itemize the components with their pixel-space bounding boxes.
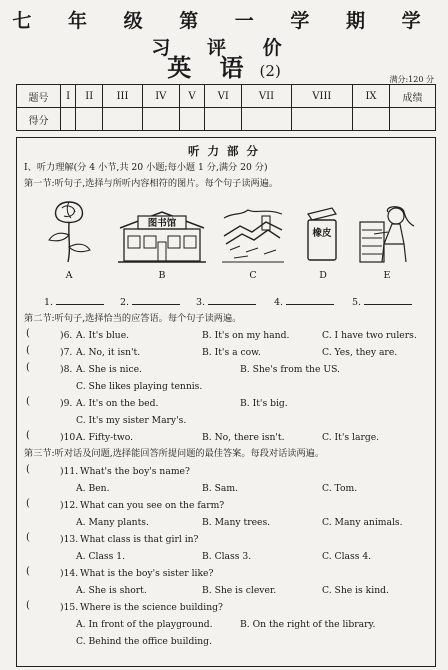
answer-bracket[interactable]: ( [26, 532, 30, 543]
score-entry-cell[interactable] [390, 108, 436, 131]
score-cell: 题号 [17, 85, 61, 108]
option-c: C. Behind the office building. [76, 636, 212, 647]
question-text: Where is the science building? [80, 602, 223, 613]
blank-number: 1. [44, 297, 54, 308]
answer-blank-5[interactable] [352, 296, 412, 308]
option-b: B. Many trees. [202, 517, 271, 528]
part3-title: 第三节:听对话及问题,选择能回答所提问题的最佳答案。每段对话读两遍。 [24, 448, 325, 459]
score-cell: III [103, 85, 142, 108]
picture-label-b: B [158, 270, 166, 281]
question-text: What class is that girl in? [80, 534, 199, 545]
option-c: C. It's my sister Mary's. [76, 415, 187, 426]
option-a: A. No, it isn't. [76, 347, 141, 358]
score-cell: IX [353, 85, 390, 108]
score-entry-cell[interactable] [242, 108, 291, 131]
blank-line[interactable] [132, 296, 180, 305]
score-cell: VIII [291, 85, 352, 108]
question-number: )11. [60, 466, 79, 477]
answer-blank-4[interactable] [274, 296, 334, 308]
library-picture [118, 208, 206, 264]
question-text: What is the boy's sister like? [80, 568, 214, 579]
eraser-picture [304, 206, 340, 262]
score-table [16, 84, 436, 131]
listening-heading: 听 力 部 分 [187, 144, 260, 158]
answer-bracket[interactable]: ( [26, 362, 30, 373]
option-c: C. She likes playing tennis. [76, 381, 203, 392]
option-b: B. No, there isn't. [202, 432, 285, 443]
option-b: B. On the right of the library. [240, 619, 376, 630]
blank-line[interactable] [286, 296, 334, 305]
blank-line[interactable] [56, 296, 104, 305]
exam-title: 七 年 级 第 一 学 期 学 习 评 价 [12, 10, 436, 59]
question-number: )6. [60, 330, 73, 341]
option-a: A. It's on the bed. [76, 398, 159, 409]
picture-label-e: E [383, 270, 391, 281]
question-number: )14. [60, 568, 79, 579]
option-c: C. I have two rulers. [322, 330, 417, 341]
option-c: C. Yes, they are. [322, 347, 398, 358]
answer-blank-1[interactable] [44, 296, 104, 308]
option-b: B. She's from the US. [240, 364, 340, 375]
option-a: A. In front of the playground. [76, 619, 213, 630]
option-b: B. Sam. [202, 483, 238, 494]
blank-number: 4. [274, 297, 284, 308]
blank-number: 5. [352, 297, 362, 308]
score-cell: VII [242, 85, 291, 108]
option-b: B. It's a cow. [202, 347, 261, 358]
blank-line[interactable] [364, 296, 412, 305]
eraser-label: 橡皮 [312, 228, 332, 239]
question-number: )12. [60, 500, 79, 511]
picture-label-a: A [65, 270, 73, 281]
score-entry-cell[interactable] [61, 108, 76, 131]
option-c: C. It's large. [322, 432, 380, 443]
question-text: What's the boy's name? [80, 466, 190, 477]
blank-number: 2. [120, 297, 130, 308]
answer-blank-3[interactable] [196, 296, 256, 308]
full-marks: 满分:120 分 [389, 75, 434, 84]
option-a: A. It's blue. [76, 330, 130, 341]
option-c: C. Class 4. [322, 551, 372, 562]
score-table-score-row [17, 108, 436, 131]
option-b: B. Class 3. [202, 551, 252, 562]
score-entry-cell[interactable] [142, 108, 179, 131]
option-c: C. She is kind. [322, 585, 389, 596]
question-number: )9. [60, 398, 73, 409]
subject-title [0, 48, 448, 83]
rose-picture [44, 198, 94, 264]
score-cell: VI [205, 85, 242, 108]
question-number: )7. [60, 347, 73, 358]
answer-bracket[interactable]: ( [26, 396, 30, 407]
great-wall-picture [222, 206, 284, 264]
score-entry-cell[interactable] [205, 108, 242, 131]
score-entry-cell[interactable] [179, 108, 204, 131]
picture-label-c: C [249, 270, 257, 281]
score-cell: IV [142, 85, 179, 108]
option-b: B. She is clever. [202, 585, 277, 596]
option-b: B. It's on my hand. [202, 330, 290, 341]
blank-line[interactable] [208, 296, 256, 305]
score-cell: I [61, 85, 76, 108]
answer-bracket[interactable]: ( [26, 328, 30, 339]
score-entry-cell[interactable] [103, 108, 142, 131]
question-text: What can you see on the farm? [80, 500, 225, 511]
answer-bracket[interactable]: ( [26, 430, 30, 441]
score-entry-cell[interactable] [291, 108, 352, 131]
option-a: A. Class 1. [76, 551, 126, 562]
score-cell: II [76, 85, 103, 108]
option-b: B. It's big. [240, 398, 288, 409]
part1-title: 第一节:听句子,选择与所听内容相符的图片。每个句子读两遍。 [24, 178, 279, 189]
option-a: A. She is nice. [76, 364, 142, 375]
section-title: I、听力理解(分 4 小节,共 20 小题;每小题 1 分,满分 20 分) [24, 162, 268, 173]
score-entry-cell[interactable] [353, 108, 390, 131]
score-label-cell: 得分 [17, 108, 61, 131]
score-entry-cell[interactable] [76, 108, 103, 131]
score-cell: V [179, 85, 204, 108]
option-c: C. Tom. [322, 483, 358, 494]
option-a: A. Many plants. [76, 517, 149, 528]
answer-bracket[interactable]: ( [26, 464, 30, 475]
answer-bracket[interactable]: ( [26, 498, 30, 509]
blank-number: 3. [196, 297, 206, 308]
part2-title: 第二节:听句子,选择恰当的应答语。每个句子读两遍。 [24, 313, 242, 324]
library-sign: 图书馆 [147, 218, 177, 229]
question-number: )13. [60, 534, 79, 545]
answer-bracket[interactable]: ( [26, 600, 30, 611]
question-number: )15. [60, 602, 79, 613]
score-cell: 成绩 [390, 85, 436, 108]
answer-bracket[interactable]: ( [26, 566, 30, 577]
answer-bracket[interactable]: ( [26, 345, 30, 356]
subject-name: 英 语 [167, 53, 254, 82]
girl-reading-picture [358, 204, 416, 264]
question-number: )10. [60, 432, 79, 443]
picture-label-d: D [319, 270, 327, 281]
option-a: A. She is short. [76, 585, 147, 596]
question-number: )8. [60, 364, 73, 375]
paper-number: (2) [259, 62, 281, 80]
option-a: A. Ben. [76, 483, 110, 494]
answer-blank-2[interactable] [120, 296, 180, 308]
score-table-header-row [17, 85, 436, 108]
option-a: A. Fifty-two. [76, 432, 134, 443]
option-c: C. Many animals. [322, 517, 403, 528]
